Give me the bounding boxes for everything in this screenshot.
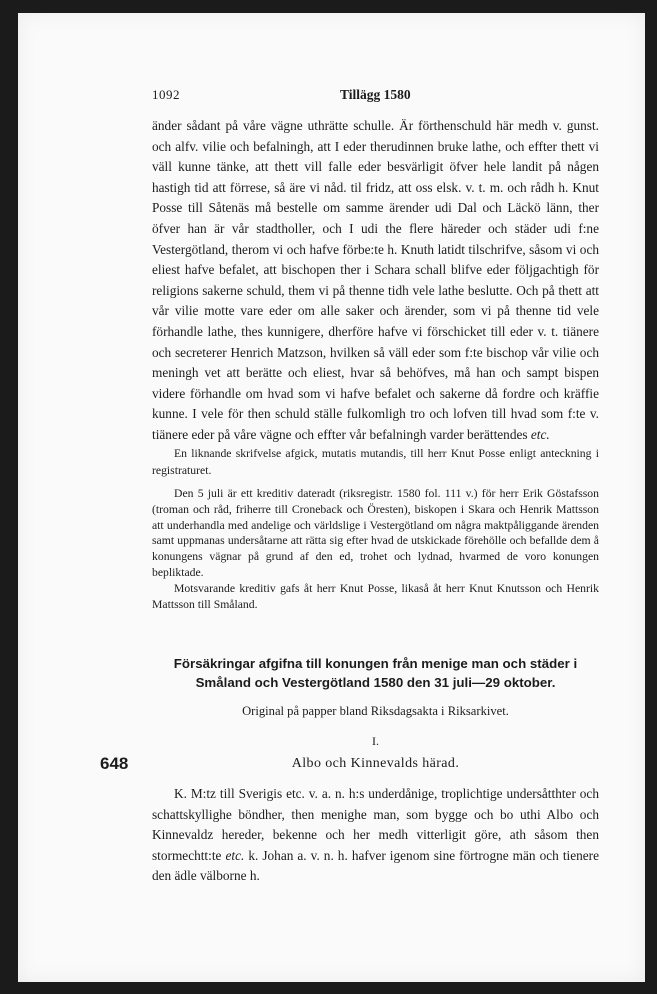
main-paragraph-text: änder sådant på våre vägne uthrätte schulle. Är förthenschuld här medh v. gunst. och alfv. vilie och befalningh, att I eder therudinnen bruke lathe, och effter thett vi väll kunne tänke, att thett vill falle eder besvärligit öfver hele landit på någen hastigh tid att förrese, så äre vi nåd. til fridz, att oss elsk. v. t. m. och rådh h. Knut Posse till Såtenäs må bestelle om samme ärender udi Dal och Läckö länn, ther öfver han är vår stadtholler, och I udi the flere häreder och städer udi f:ne Vestergötland, therom vi och hafve förbe:te h. Knuth latidt tilschrifve, såsom vi och eliest hafve befalet, att bischopen ther i Schara schall blifve eder följgachtigh för religions sakerne schuld, them vi på thenne tidh vele lathe beslutte. Och på thett att vår vilie motte vare eder om alle saker och ärender, som vi på thenne tid vele förhandle lathe, thes kunnigere, dherföre hafve vi förschicket till eder v. t. tiänere och secreterer Henrich Matzson, hvilken så väll eder som f:te bischop vår vilie och meningh vet att berätte och eliest, hvar så behöfves, må han och sampt bispen videre förhandle om hvad som vi hafve befalet och sakerne då fordre och kräffie kunne. I vele för then schuld ställe fulkomligh tro och lofven till hvad som f:te v. tiänere eder på våre vägne och effter vår befalningh varder berättendes (152, 118, 599, 442)
running-title: Tillägg 1580 (340, 87, 411, 102)
main-paragraph-etc: etc. (530, 426, 550, 442)
district-title: Albo och Kinnevalds härad. (291, 756, 460, 771)
letter-etc: etc. (225, 847, 245, 863)
editorial-note-2-paragraph-2: Motsvarande kreditiv gafs åt herr Knut Posse, likaså åt herr Knut Knutsson och Henrik Mattsson till Småland. (152, 581, 599, 611)
document-number: 648 (100, 754, 129, 773)
page-number: 1092 (152, 87, 180, 102)
source-note: Original på papper bland Riksdagsakta i Riksarkivet. (242, 704, 509, 718)
running-header (152, 87, 598, 107)
editorial-note-1: En liknande skrifvelse afgick, mutatis mutandis, till herr Knut Posse enligt anteckning i registraturet. (152, 447, 599, 477)
section-heading: Försäkringar afgifna till konungen från menige man och städer i Småland och Vestergötland 1580 den 31 juli—29 oktober. (173, 656, 578, 690)
letter-text-start: K. M:tz till Sverigis etc. v. a. n. h:s underdånige, troplichtige undersåtthter och schattskyllighe böndher, then menighe man, som bygge och bo uthi Albo och Kinnevaldz hereder, bekenne och her medh vitterligit göre, ath såsom then stormechtt:te (152, 786, 599, 863)
letter-paragraph (152, 784, 599, 887)
editorial-note-2 (152, 486, 599, 612)
main-paragraph (152, 116, 599, 446)
letter-text-end: k. Johan a. v. n. h. hafver igenom sine förtrogne män och tienere den ädle välborne h. (152, 847, 600, 883)
roman-numeral: I. (372, 734, 379, 748)
editorial-note-2-paragraph-1: Den 5 juli är ett kreditiv dateradt (riksregistr. 1580 fol. 111 v.) för herr Erik Göstafsson (troman och råd, friherre till Croneback och Öresten), biskopen i Skara och Henrik Mattsson att underhandla med andelige och världslige i Vestergötland om några maktpåliggande ärenden samt uppmanas undersåtarne att rätta sig efter hvad de utskickade förehölle och befallde dem å konungens vägnar på grund af den ed, trohet och lydnad, hvarmed de voro konungen bepliktade. (152, 487, 599, 579)
